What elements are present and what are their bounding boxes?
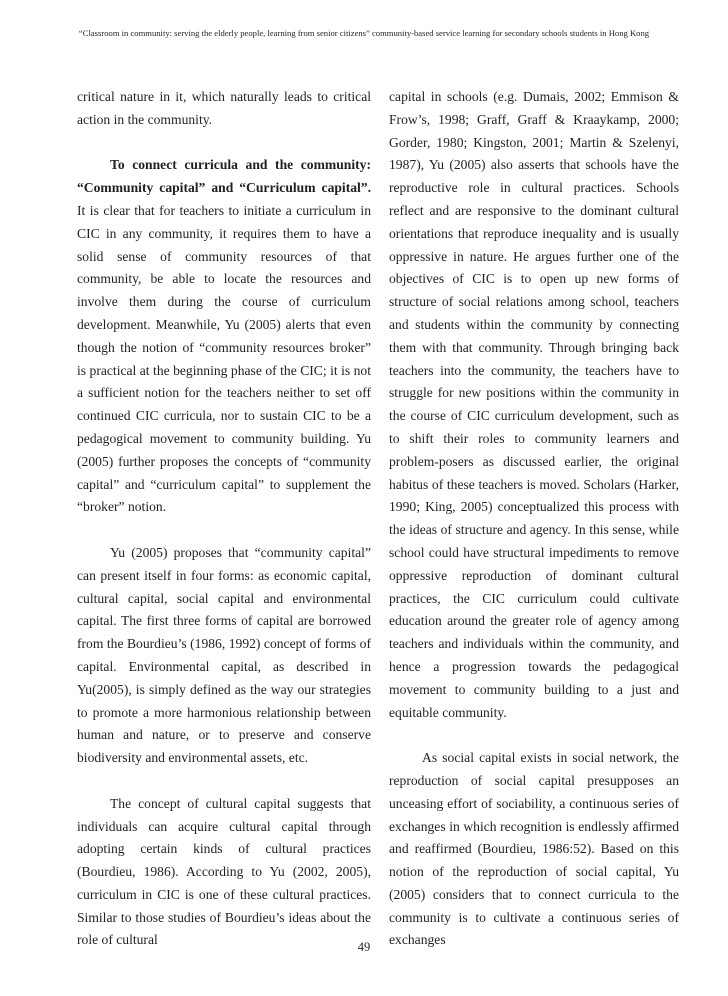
paragraph: Yu (2005) proposes that “community capital” can present itself in four forms: as economic capital, cultural capital, social capital and environmental capital. The first three forms of capital are borrowed from the Bourdieu’s (1986, 1992) concept of forms of capital. Environmental capital, as described in Yu(2005), is simply defined as the way our strategies to promote a more harmonious relationship between human and nature, or to preserve and conserve biodiversity and environmental assets, etc. [77,544,371,766]
paragraph: critical nature in it, which naturally leads to critical action in the community. [77,89,371,127]
paragraph-gap [77,132,371,155]
running-header: “Classroom in community: serving the elderly people, learning from senior citizens” community-based service learning for secondary schools students in Hong Kong [78,28,650,38]
paragraph-gap [77,770,371,793]
paragraph: capital in schools (e.g. Dumais, 2002; Emmison & Frow’s, 1998; Graff, Graff & Kraaykamp, 2000; Gorder, 1980; Kingston, 2001; Martin & Szelenyi, 1987), Yu (2005) also asserts that schools have the reproductive role in cultural practices. Schools reflect and are responsive to the dominant cultural orientations that reproduce inequality and is usually oppressive in nature. He argues further one of the objectives of CIC is to open up new forms of structure of social relations among school, teachers and students within the community by connecting them with that community. Through bringing back teachers into the community, the teachers have to struggle for new positions within the community in the course of CIC curriculum development, such as to shift their roles to community learners and problem-posers as discussed earlier, the original habitus of these teachers is moved. Scholars (Harker, 1990; King, 2005) conceptualized this process with the ideas of structure and agency. In this sense, while school could have structural impediments to remove oppressive reproduction of dominant cultural practices, the CIC curriculum could cultivate education around the greater role of agency among teachers and individuals within the community, and hence a progression towards the pedagogical movement to community building to a just and equitable community. [389,89,679,720]
page-number: 49 [357,940,371,954]
paragraph [77,154,371,519]
left-column [77,86,371,952]
paragraph-body: It is clear that for teachers to initiate a curriculum in CIC in any community, it requires them to have a solid sense of community resources of that community, be able to locate the resources and involve them during the course of curriculum development. Meanwhile, Yu (2005) alerts that even though the notion of “community resources broker” is practical at the beginning phase of the CIC; it is not a sufficient notion for the teachers neither to set off continued CIC curricula, nor to sustain CIC to be a pedagogical movement to community building. Yu (2005) further proposes the concepts of “community capital” and “curriculum capital” to supplement the “broker” notion. [77,202,371,515]
right-column [389,86,679,952]
paragraph-gap [77,519,371,542]
paragraph: As social capital exists in social network, the reproduction of social capital presupposes an unceasing effort of sociability, a continuous series of exchanges in which recognition is endlessly affirmed and reaffirmed (Bourdieu, 1986:52). Based on this notion of the reproduction of social capital, Yu (2005) considers that to connect curricula to the community is to cultivate a continuous series of exchanges [389,750,679,948]
section-heading: To connect curricula and the community: “Community capital” and “Curriculum capital”. [77,157,371,196]
paragraph-gap [389,724,679,747]
paragraph: The concept of cultural capital suggests that individuals can acquire cultural capital through adopting certain kinds of cultural practices (Bourdieu, 1986). According to Yu (2002, 2005), curriculum in CIC is one of these cultural practices. Similar to those studies of Bourdieu’s ideas about the role of cultural [77,795,371,948]
